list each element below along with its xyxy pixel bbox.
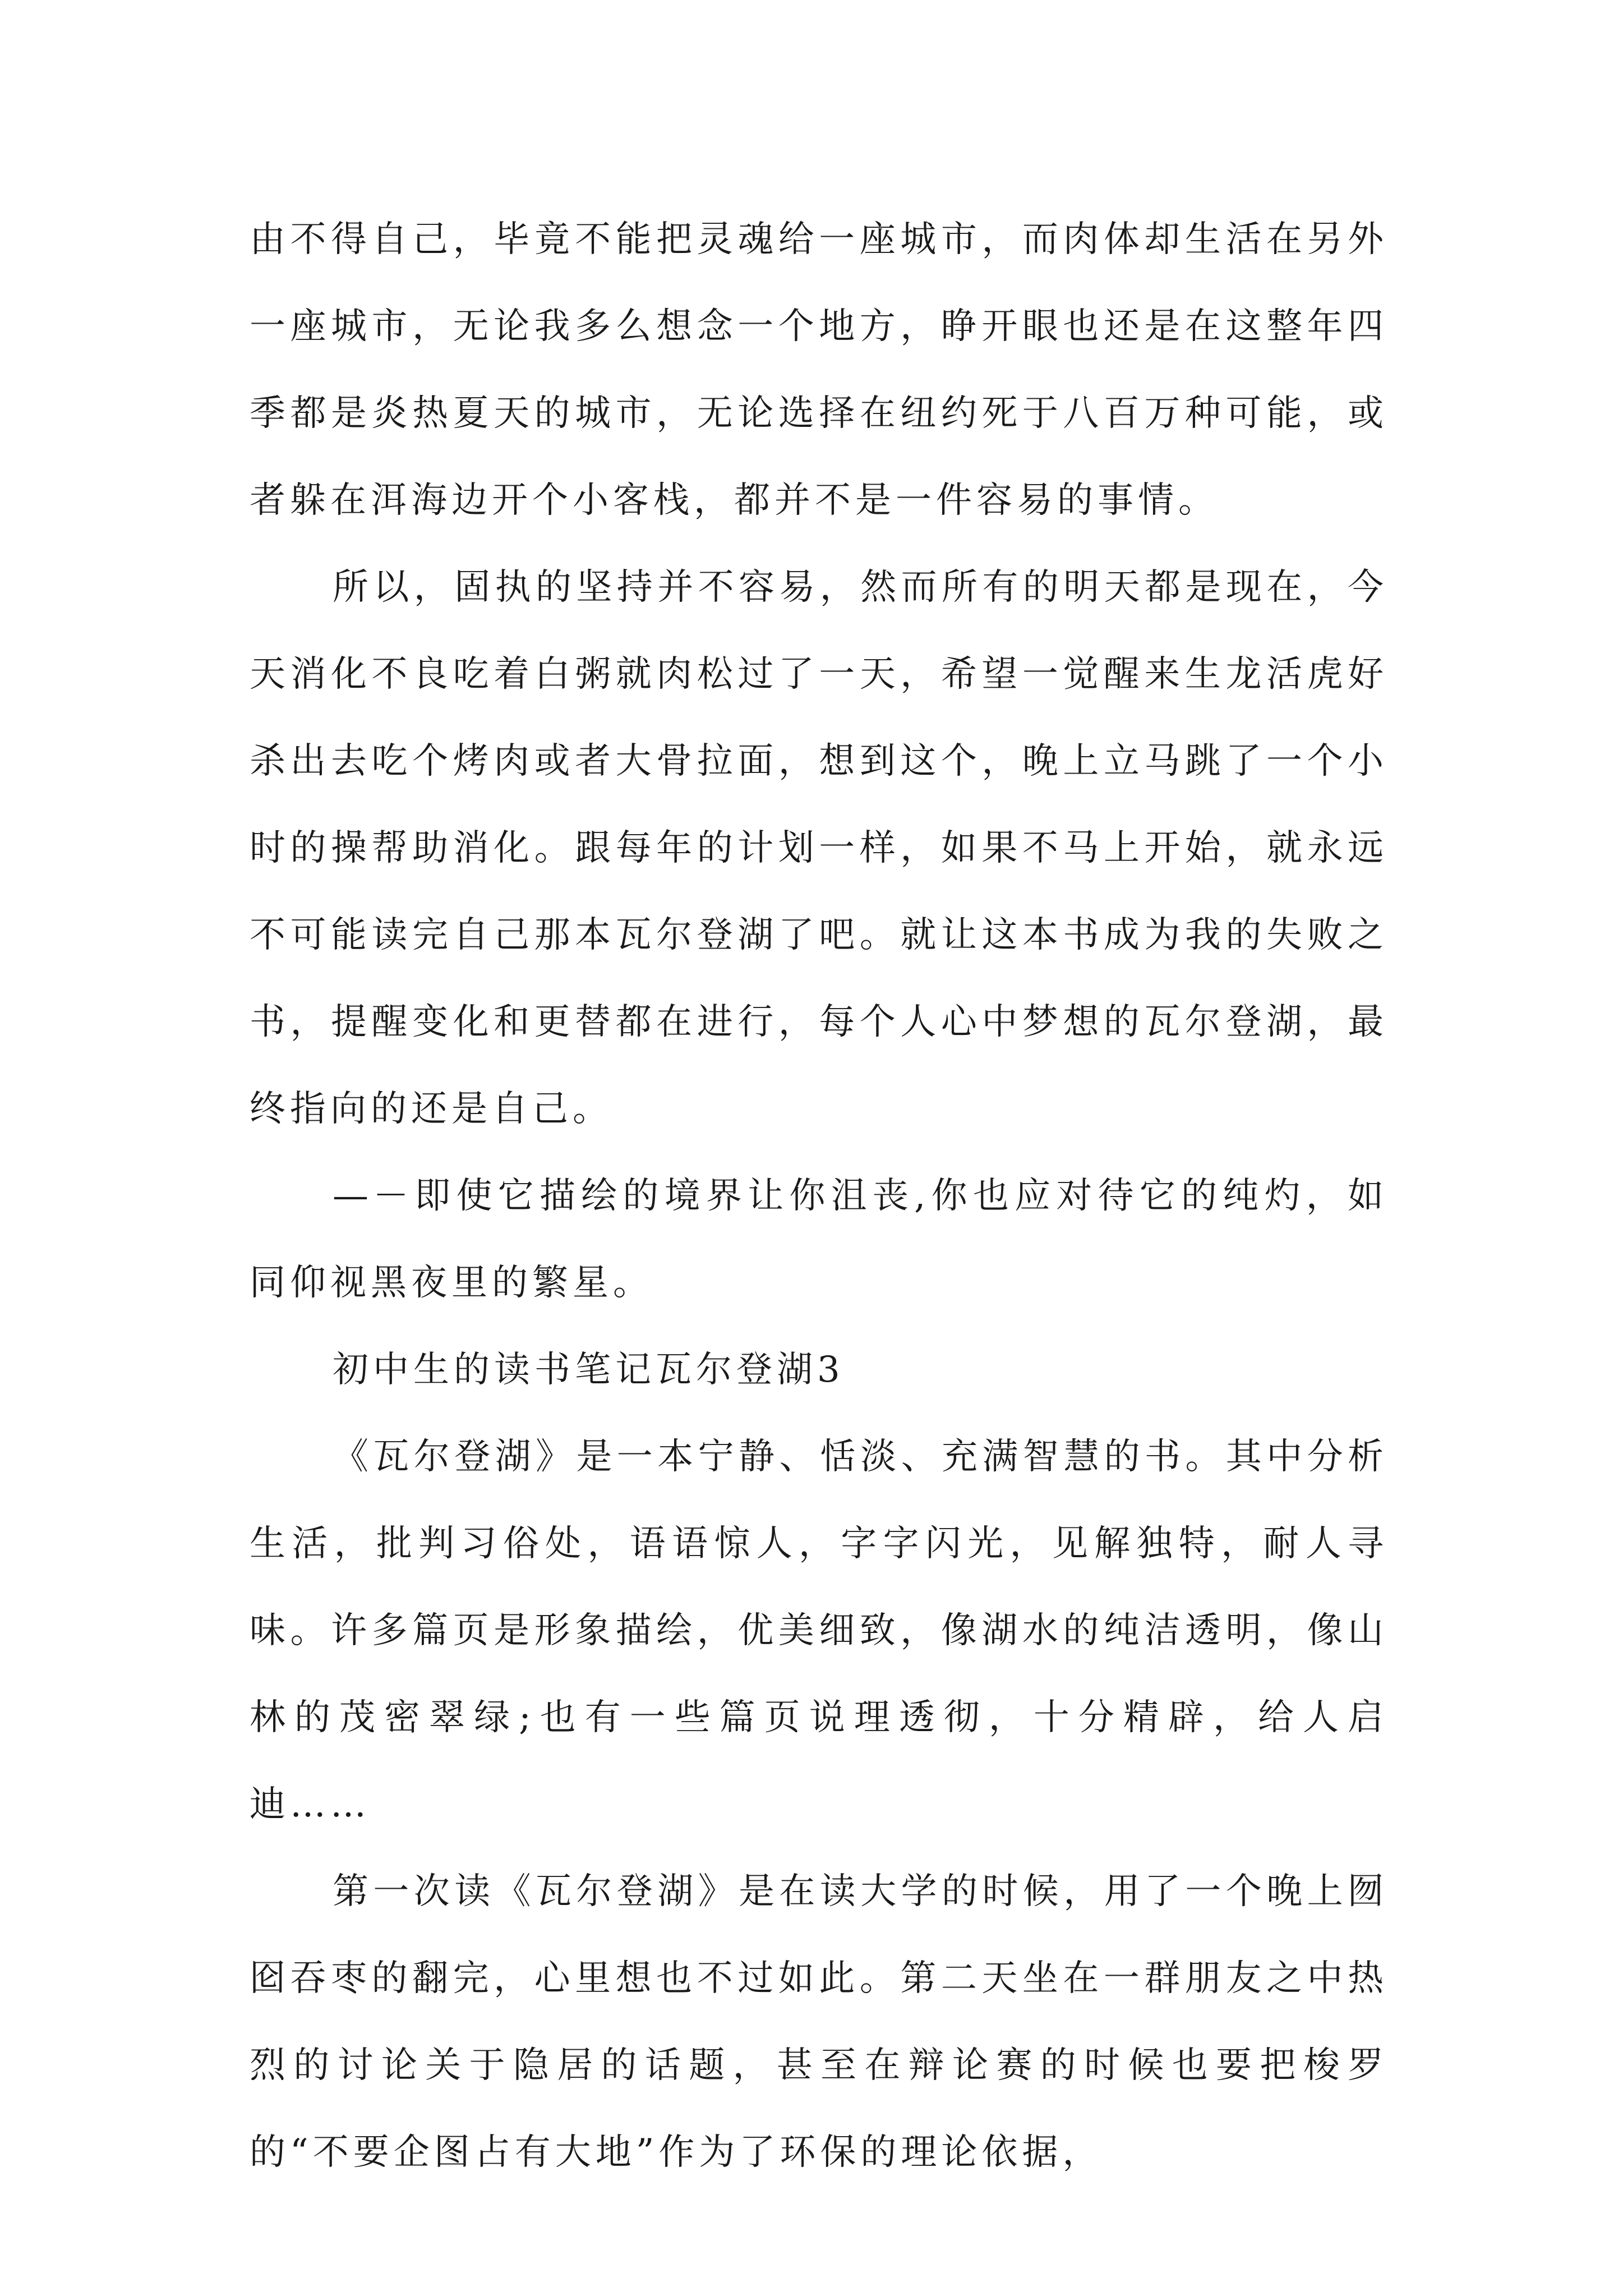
section-heading: 初中生的读书笔记瓦尔登湖3 xyxy=(333,1349,845,1391)
paragraph-1: 由不得自己，毕竟不能把灵魂给一座城市，而肉体却生活在另外一座城市，无论我多么想念一个地方，睁开眼也还是在这整年四季都是炎热夏天的城市，无论选择在纽约死于八百万种可能，或者躲在洱海边开个小客栈，都并不是一件容易的事情。 xyxy=(250,219,1388,521)
paragraph-5: 《瓦尔登湖》是一本宁静、恬淡、充满智慧的书。其中分析生活，批判习俗处，语语惊人，字字闪光，见解独特，耐人寻味。许多篇页是形象描绘，优美细致，像湖水的纯洁透明，像山林的茂密翠绿;也有一些篇页说理透彻，十分精辟，给人启迪…… xyxy=(250,1436,1388,1825)
paragraph-2: 所以，固执的坚持并不容易，然而所有的明天都是现在，今天消化不良吃着白粥就肉松过了一天，希望一觉醒来生龙活虎好杀出去吃个烤肉或者大骨拉面，想到这个，晚上立马跳了一个小时的操帮助消化。跟每年的计划一样，如果不马上开始，就永远不可能读完自己那本瓦尔登湖了吧。就让这本书成为我的失败之书，提醒变化和更替都在进行，每个人心中梦想的瓦尔登湖，最终指向的还是自己。 xyxy=(250,567,1388,1130)
paragraph-6: 第一次读《瓦尔登湖》是在读大学的时候，用了一个晚上囫囵吞枣的翻完，心里想也不过如此。第二天坐在一群朋友之中热烈的讨论关于隐居的话题，甚至在辩论赛的时候也要把梭罗的“不要企图占有大地”作为了环保的理论依据， xyxy=(250,1871,1388,2173)
document-body xyxy=(250,196,1388,2196)
paragraph-3-quote: —－即使它描绘的境界让你沮丧,你也应对待它的纯灼，如同仰视黑夜里的繁星。 xyxy=(250,1175,1388,1304)
